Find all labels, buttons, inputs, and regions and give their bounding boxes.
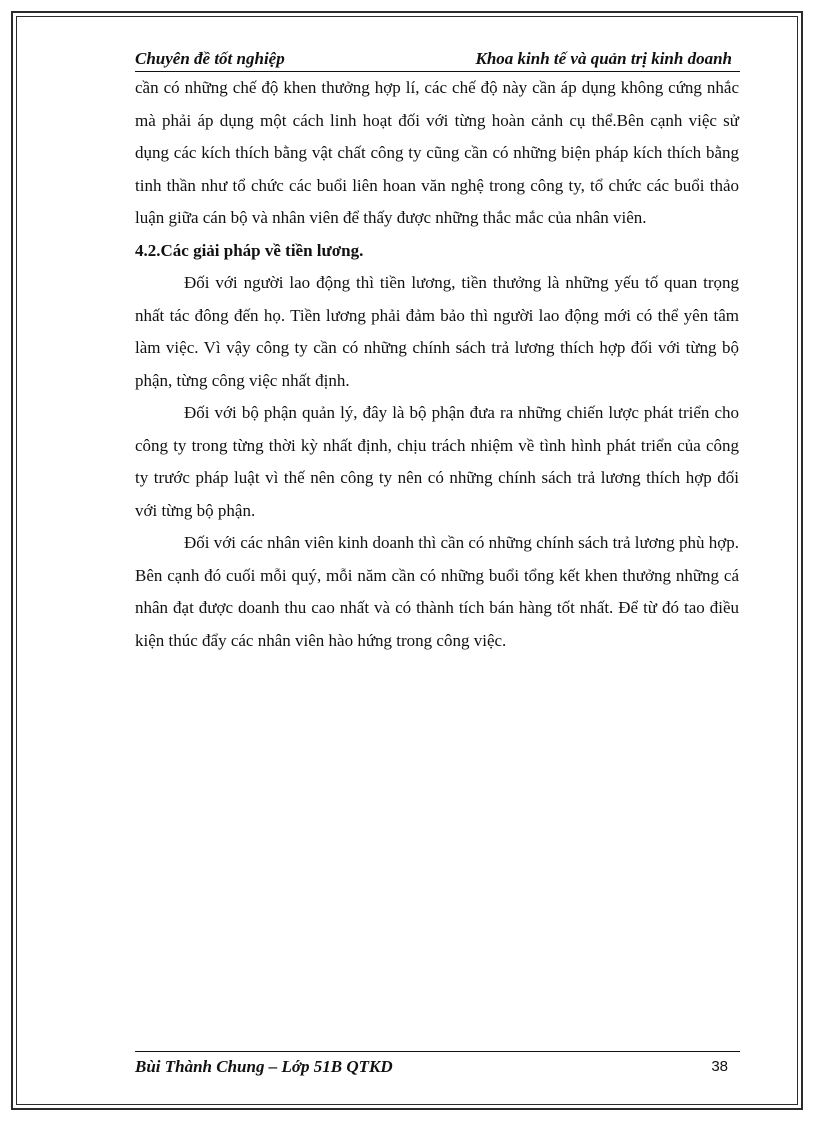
page-number: 38 [711, 1058, 728, 1075]
section-heading: 4.2.Các giải pháp về tiền lương. [135, 240, 364, 260]
paragraph-2: Đối với người lao động thì tiền lương, tiền thưởng là những yếu tố quan trọng nhất tác đông đến họ. Tiền lương phải đảm bảo thì người lao động mới có thể yên tâm làm việc. Vì vậy công ty cần có những chính sách trả lương thích hợp đối với từng bộ phận, từng công việc nhất định. [135, 273, 739, 390]
footer-author: Bùi Thành Chung – Lớp 51B QTKD [135, 1057, 393, 1076]
paragraph-1: cần có những chế độ khen thưởng hợp lí, các chế độ này cần áp dụng không cứng nhắc mà phải áp dụng một cách linh hoạt đối với từng hoàn cảnh cụ thể.Bên cạnh việc sử dụng các kích thích bằng vật chất công ty cũng cần có những biện pháp kích thích bằng tinh thần như tổ chức các buổi liên hoan văn nghệ trong công ty, tổ chức các buổi thảo luận giữa cán bộ và nhân viên để thấy được những thắc mắc của nhân viên. [135, 78, 739, 227]
header-title-left: Chuyên đề tốt nghiệp [135, 49, 285, 68]
document-body [135, 72, 739, 657]
header-title-right: Khoa kinh tế và quản trị kinh doanh [475, 49, 732, 68]
page-header [135, 47, 740, 72]
page-footer [135, 1051, 740, 1080]
paragraph-3: Đối với bộ phận quản lý, đây là bộ phận đưa ra những chiến lược phát triển cho công ty trong từng thời kỳ nhất định, chịu trách nhiệm về tình hình phát triển của công ty trước pháp luật vì thế nên công ty nên có những chính sách trả lương thích hợp đối với từng bộ phận. [135, 403, 739, 520]
paragraph-4: Đối với các nhân viên kinh doanh thì cần có những chính sách trả lương phù hợp. Bên cạnh đó cuối mỗi quý, mỗi năm cần có những buổi tổng kết khen thưởng những cá nhân đạt được doanh thu cao nhất và có thành tích bán hàng tốt nhất. Để từ đó tao điều kiện thúc đẩy các nhân viên hào hứng trong công việc. [135, 533, 739, 650]
